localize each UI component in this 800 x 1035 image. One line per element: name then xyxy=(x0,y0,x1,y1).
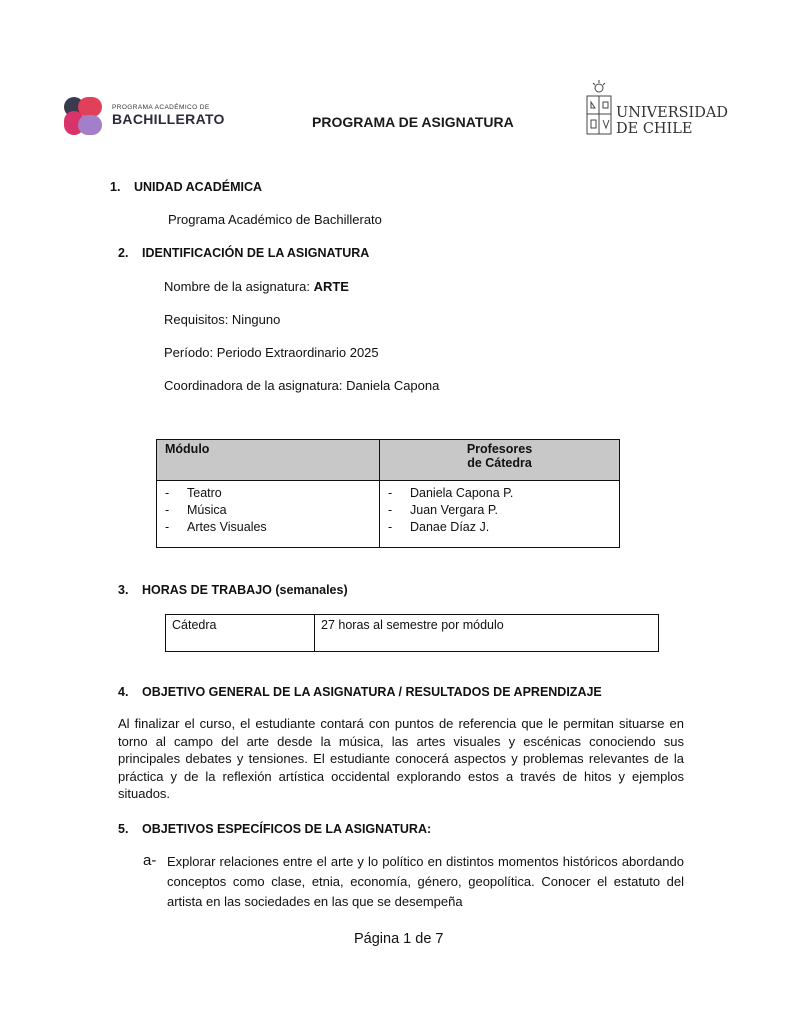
module-item: - Música xyxy=(165,503,227,517)
section-5-number: 5. xyxy=(118,822,129,836)
objetivo-general-paragraph: Al finalizar el curso, el estudiante contará con puntos de referencia que le permitan situarse en torno al campo del arte desde la música, las artes visuales y escénicas conociendo sus principales debates y tensiones. El estudiante conocerá aspectos y problemas relevantes de la práctica y de la reflexión artística occidental explorando estos a través de hitos y ejemplos situados. xyxy=(118,716,684,801)
bachillerato-logo xyxy=(62,95,242,139)
page-number: Página 1 de 7 xyxy=(354,931,444,947)
section-3-heading xyxy=(118,583,348,597)
hours-label: Cátedra xyxy=(166,615,315,652)
objective-text: Explorar relaciones entre el arte y lo político en distintos momentos históricos abordando conceptos como clase, etnia, economía, género, geopolítica. Conocer el estatuto del artista en las sociedades en las que se desempeña xyxy=(167,854,684,909)
logo-university-line2: DE CHILE xyxy=(616,121,693,137)
professor-item: - Juan Vergara P. xyxy=(388,503,499,517)
section-4-heading xyxy=(118,685,602,699)
modules-cell xyxy=(157,481,380,548)
document-title: PROGRAMA DE ASIGNATURA xyxy=(312,114,514,130)
unidad-academica-value: Programa Académico de Bachillerato xyxy=(168,212,382,227)
objective-letter: a- xyxy=(143,852,157,869)
course-name-line xyxy=(164,279,349,294)
profesores-header-line2: de Cátedra xyxy=(467,456,532,470)
section-1-number: 1. xyxy=(110,180,121,194)
university-crest-icon xyxy=(584,80,614,136)
bachillerato-logo-icon xyxy=(62,95,106,139)
course-name-value: ARTE xyxy=(313,279,349,294)
section-5-title: OBJETIVOS ESPECÍFICOS DE LA ASIGNATURA: xyxy=(142,822,432,836)
coordinadora-line: Coordinadora de la asignatura: Daniela Capona xyxy=(164,378,440,393)
section-2-heading xyxy=(118,246,369,260)
professors-cell xyxy=(380,481,620,548)
logo-big-text: BACHILLERATO xyxy=(112,111,225,127)
hours-row xyxy=(166,615,659,652)
section-1-title: UNIDAD ACADÉMICA xyxy=(134,180,263,194)
section-4-title: OBJETIVO GENERAL DE LA ASIGNATURA / RESULTADOS DE APRENDIZAJE xyxy=(142,685,602,699)
section-3-number: 3. xyxy=(118,583,129,597)
section-5-heading xyxy=(118,822,431,836)
profesores-header-line1: Profesores xyxy=(466,442,533,456)
modules-table-header xyxy=(157,440,620,481)
modules-table-row xyxy=(157,481,620,548)
logo-university-line1: UNIVERSIDAD xyxy=(616,105,728,121)
modules-table xyxy=(156,439,620,548)
profesores-header xyxy=(380,440,620,481)
module-item: - Artes Visuales xyxy=(165,520,267,534)
hours-table xyxy=(165,614,659,652)
professor-item: - Daniela Capona P. xyxy=(388,486,514,500)
section-2-number: 2. xyxy=(118,246,129,260)
periodo-line: Período: Periodo Extraordinario 2025 xyxy=(164,345,379,360)
modulo-header: Módulo xyxy=(157,440,380,481)
hours-value: 27 horas al semestre por módulo xyxy=(315,615,659,652)
module-item: - Teatro xyxy=(165,486,222,500)
logo-small-text: PROGRAMA ACADÉMICO DE xyxy=(112,104,210,111)
section-4-number: 4. xyxy=(118,685,129,699)
course-name-label: Nombre de la asignatura: xyxy=(164,279,314,294)
professor-item: - Danae Díaz J. xyxy=(388,520,490,534)
section-2-title: IDENTIFICACIÓN DE LA ASIGNATURA xyxy=(142,246,370,260)
section-1-heading xyxy=(110,180,262,194)
section-3-title: HORAS DE TRABAJO (semanales) xyxy=(142,583,348,597)
requisitos-line: Requisitos: Ninguno xyxy=(164,312,281,327)
specific-objective-item xyxy=(143,852,684,912)
universidad-de-chile-logo xyxy=(584,80,728,137)
